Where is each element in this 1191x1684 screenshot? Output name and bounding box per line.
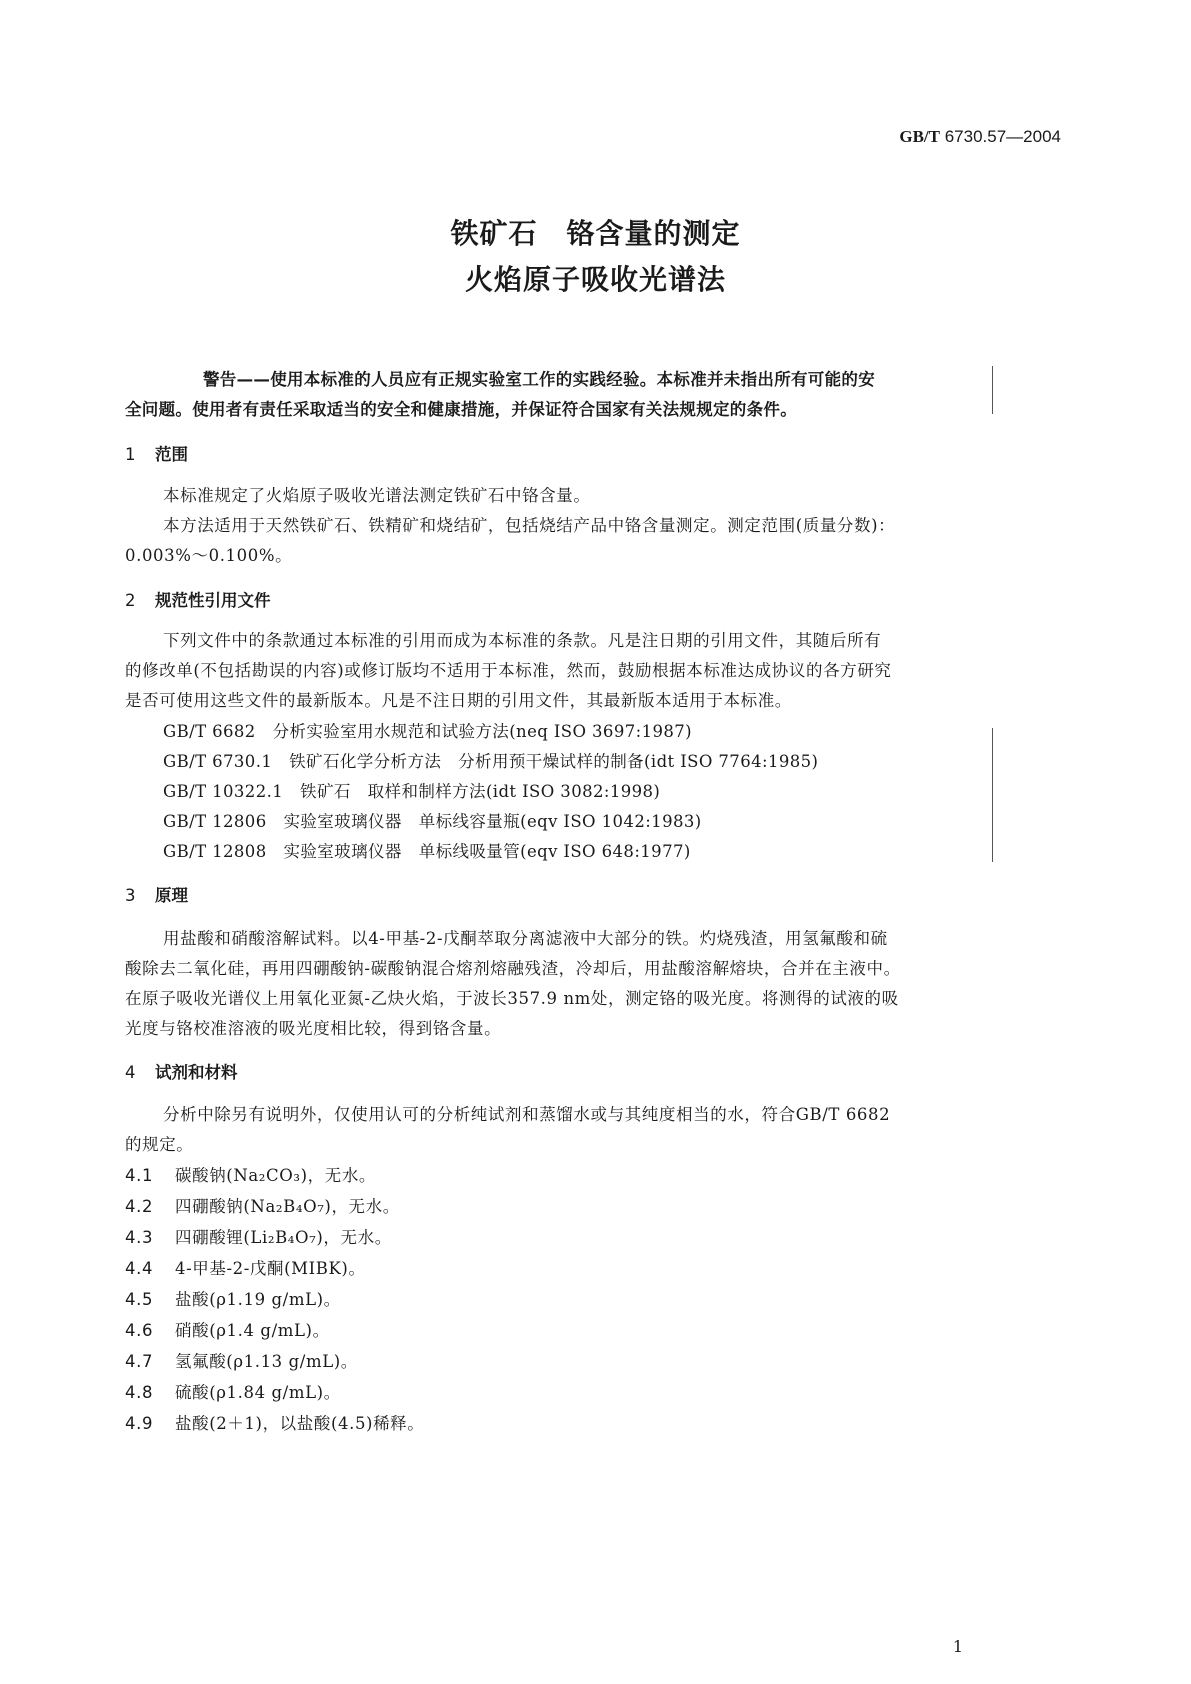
s1-paragraph1: 本标准规定了火焰原子吸收光谱法测定铁矿石中铬含量。 — [163, 486, 591, 505]
item-text: 四硼酸钠(Na₂B₄O₇)，无水。 — [175, 1197, 400, 1216]
reference-item: GB/T 12806 实验室玻璃仪器 单标线容量瓶(eqv ISO 1042:1983) — [163, 812, 702, 831]
item-text: 硝酸(ρ1.4 g/mL)。 — [175, 1321, 330, 1340]
section-title: 范围 — [155, 445, 188, 464]
reagent-item — [125, 1348, 358, 1372]
s1-paragraph2-line2: 0.003%～0.100%。 — [125, 546, 293, 565]
reference-item: GB/T 6682 分析实验室用水规范和试验方法(neq ISO 3697:1987) — [163, 722, 693, 741]
warning-line1: 警告——使用本标准的人员应有正规实验室工作的实践经验。本标准并未指出所有可能的安 — [203, 370, 875, 389]
reference-item: GB/T 6730.1 铁矿石化学分析方法 分析用预干燥试样的制备(idt ISO 7764:1985) — [163, 752, 819, 771]
standard-code — [899, 127, 1061, 147]
s3-paragraph-line4: 光度与铬校准溶液的吸光度相比较，得到铬含量。 — [125, 1019, 502, 1038]
reagent-item — [125, 1162, 376, 1186]
item-number: 4.5 — [125, 1290, 154, 1309]
reagent-item — [125, 1317, 330, 1341]
reagent-item — [125, 1410, 424, 1434]
item-number: 4.6 — [125, 1321, 154, 1340]
section-number: 1 — [125, 445, 136, 464]
standard-prefix: GB/T — [899, 127, 940, 146]
item-text: 碳酸钠(Na₂CO₃)，无水。 — [175, 1166, 377, 1185]
reagent-item — [125, 1224, 392, 1248]
section-title: 原理 — [155, 886, 188, 905]
page-number: 1 — [952, 1637, 963, 1656]
section-number: 2 — [125, 591, 136, 610]
reference-item: GB/T 12808 实验室玻璃仪器 单标线吸量管(eqv ISO 648:1977) — [163, 842, 691, 861]
section-3-heading — [125, 882, 188, 906]
s3-paragraph-line3: 在原子吸收光谱仪上用氧化亚氮-乙炔火焰，于波长357.9 nm处，测定铬的吸光度。将测得的试液的吸 — [125, 989, 899, 1008]
item-number: 4.2 — [125, 1197, 154, 1216]
item-number: 4.8 — [125, 1383, 154, 1402]
item-text: 盐酸(2＋1)，以盐酸(4.5)稀释。 — [175, 1414, 425, 1433]
section-2-heading — [125, 587, 271, 611]
reagent-item — [125, 1286, 341, 1310]
warning-line2: 全问题。使用者有责任采取适当的安全和健康措施，并保证符合国家有关法规规定的条件。 — [125, 400, 797, 419]
change-bar — [992, 366, 993, 414]
document-title-line2: 火焰原子吸收光谱法 — [464, 263, 726, 296]
reagent-item — [125, 1193, 400, 1217]
section-title: 规范性引用文件 — [155, 591, 271, 610]
item-text: 四硼酸锂(Li₂B₄O₇)，无水。 — [175, 1228, 392, 1247]
item-text: 硫酸(ρ1.84 g/mL)。 — [175, 1383, 341, 1402]
item-number: 4.9 — [125, 1414, 154, 1433]
s4-paragraph-line2: 的规定。 — [125, 1135, 194, 1154]
standard-number: 6730.57—2004 — [944, 127, 1061, 146]
s3-paragraph-line1: 用盐酸和硝酸溶解试料。以4-甲基-2-戊酮萃取分离滤液中大部分的铁。灼烧残渣，用氢氟酸和硫 — [163, 929, 888, 948]
section-number: 4 — [125, 1063, 136, 1082]
item-number: 4.1 — [125, 1166, 154, 1185]
s1-paragraph2-line1: 本方法适用于天然铁矿石、铁精矿和烧结矿，包括烧结产品中铬含量测定。测定范围(质量分数)： — [163, 516, 896, 535]
item-number: 4.3 — [125, 1228, 154, 1247]
section-1-heading — [125, 441, 188, 465]
s3-paragraph-line2: 酸除去二氧化硅，再用四硼酸钠-碳酸钠混合熔剂熔融残渣，冷却后，用盐酸溶解熔块，合并在主液中。 — [125, 959, 901, 978]
item-number: 4.7 — [125, 1352, 154, 1371]
item-number: 4.4 — [125, 1259, 154, 1278]
item-text: 氢氟酸(ρ1.13 g/mL)。 — [175, 1352, 358, 1371]
s2-paragraph-line2: 的修改单(不包括勘误的内容)或修订版均不适用于本标准，然而，鼓励根据本标准达成协议的各方研究 — [125, 661, 892, 680]
reagent-item — [125, 1255, 366, 1279]
document-title-line1: 铁矿石 铬含量的测定 — [450, 217, 741, 250]
reagent-item — [125, 1379, 341, 1403]
item-text: 4-甲基-2-戊酮(MIBK)。 — [175, 1259, 366, 1278]
s2-paragraph-line1: 下列文件中的条款通过本标准的引用而成为本标准的条款。凡是注日期的引用文件，其随后所有 — [163, 631, 882, 650]
section-4-heading — [125, 1059, 238, 1083]
item-text: 盐酸(ρ1.19 g/mL)。 — [175, 1290, 341, 1309]
section-number: 3 — [125, 886, 136, 905]
s4-paragraph-line1: 分析中除另有说明外，仅使用认可的分析纯试剂和蒸馏水或与其纯度相当的水，符合GB/T 6682 — [163, 1105, 891, 1124]
section-title: 试剂和材料 — [155, 1063, 238, 1082]
s2-paragraph-line3: 是否可使用这些文件的最新版本。凡是不注日期的引用文件，其最新版本适用于本标准。 — [125, 691, 792, 710]
reference-item: GB/T 10322.1 铁矿石 取样和制样方法(idt ISO 3082:1998) — [163, 782, 661, 801]
change-bar — [992, 728, 993, 862]
